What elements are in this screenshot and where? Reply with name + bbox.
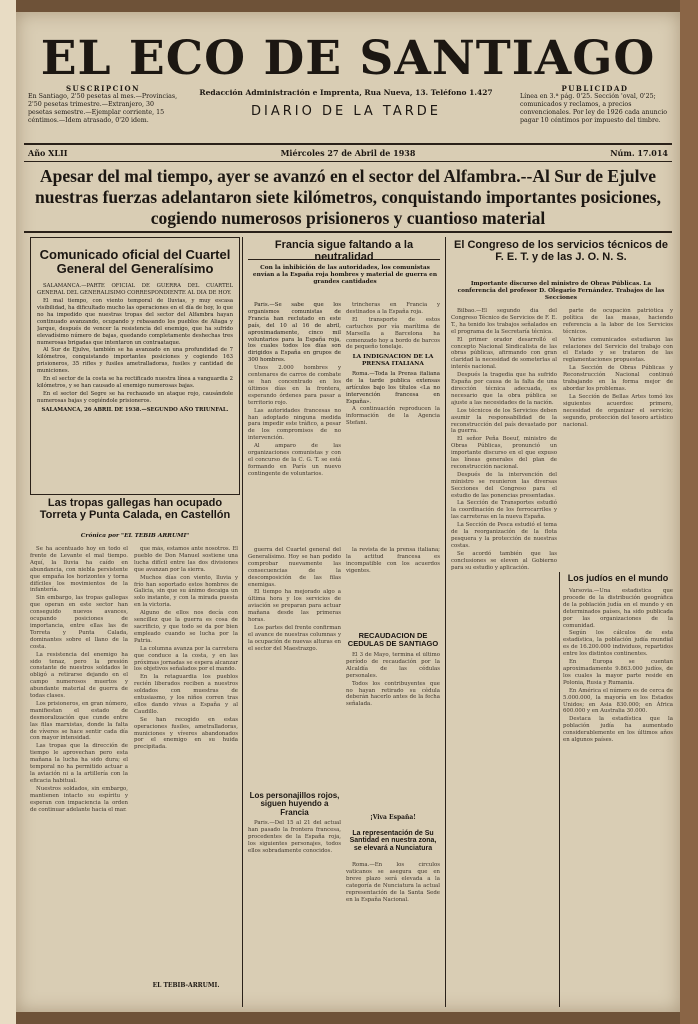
subscription-text: En Santiago, 2'50 pesetas al mes.—Provincias, 2'50 pesetas trimestre.—Extranjero, 30 pesetas semestre.—Ejemplar corriente, 15 céntimos.—Idem atrasado, 0'20 idem. [28, 93, 178, 124]
main-headline: Apesar del mal tiempo, ayer se avanzó en el sector del Alfambra.--Al Sur de Ejulve nuestras fuerzas adelantaron siete kilómetros, conquistando importantes posiciones, cogiendo numerosos prisioneros y cuantioso material [35, 166, 661, 228]
jews-body: Varsovia.—Una estadística que procede de la distribución geográfica de la población judía en el mundo y en determinados países, ha sido publicada por las organizaciones de la comunidad. Según los cálculos de esta estadística, la población judía mundial es de 16.200.000 individuos, repartidos entre los distintos continentes. En Europa se cuentan aproximadamente 9.863.000 judíos, de los cuales la mayor parte reside en Polonia, Rusia y Rumania. En América el número es de cerca de 5.000.000, la mayoría en los Estados Unidos; en Asia 830.000; en África 600.000 y en Australia 30.000. Destaca la estadística que la población judía ha aumentado considerablemente en los últimos años en algunos países. [563, 588, 673, 744]
communique-body [37, 283, 233, 415]
recaudacion-title: RECAUDACION DE CEDULAS DE SANTIAGO [347, 631, 439, 648]
nunciatura-title: La representación de Su Santidad en nuestra zona, se elevará a Nunciatura [349, 830, 437, 852]
personajillos-body: París.—Del 15 al 21 del actual han pasado la frontera francesa, procedentes de la España roja, los siguientes personajes, todos ellos sobradamente conocidos. [248, 820, 341, 854]
issue-number: Núm. 17.014 [610, 148, 668, 158]
communique-p3: Al Sur de Ejulve, también se ha avanzado en una profundidad de 7 kilómetros, conquistando importantes posiciones y cogiendo 163 prisioneros, 35 rifles y fusiles ametralladoras, fusiles y cantidad de municiones. [37, 347, 233, 375]
communique-p4: En el sector de la costa se ha rectificado nuestra línea a vanguardia 2 kilómetros, y se han causado al enemigo numerosas bajas. [37, 376, 233, 389]
binding-strip [0, 0, 16, 1024]
jews-title: Los judíos en el mundo [567, 573, 669, 583]
communique-p1: SALAMANCA.—PARTE OFICIAL DE GUERRA DEL CUARTEL GENERAL DEL GENERALISIMO CORRESPONDIENTE AL DIA DE HOY. [37, 283, 233, 297]
france-indignation: LA INDIGNACION DE LA PRENSA ITALIANA [352, 354, 434, 368]
galician-column-b: que más, estamos ante nosotros. El pueblo de Don Manuel sostiene una lucha difícil entre las dos divisiones que avanzan por la sierra. Muchos días con viento, lluvia y frío han soportado estos hombres de Galicia, sin que su ánimo decaiga un solo instante, y con la mirada puesta en la victoria. Alguno de ellos nos decía con sencillez que la guerra es cosa de sacrificio, y que todo se da por bien empleado cuando se lucha por la Patria. La columna avanza por la carretera que conduce a la costa, y en las próximas jornadas se espera alcanzar los objetivos señalados por el mando. En la retaguardia los pueblos recién liberados reciben a nuestros soldados con muestras de entusiasmo, y los niños corren tras ellos dando vivas a España y al Caudillo. Se han recogido en estas operaciones fusiles, ametralladoras, municiones y víveres abandonados por el enemigo en su huida precipitada. [134, 546, 238, 751]
galician-subtitle: Crónica por "EL TEBIB ARRUMI" [80, 533, 190, 539]
france-deck: Con la inhibición de las autoridades, los comunistas envían a la España roja hombres y material de guerra en grandes cantidades [252, 265, 438, 285]
congreso-subtitle: Importante discurso del ministro de Obras Públicas. La conferencia del profesor D. Olegario Fernández. Trabajos de las Secciones [457, 281, 665, 301]
subscription-box [28, 85, 178, 125]
headline-rule [24, 231, 672, 233]
france-rule [248, 259, 440, 260]
publicity-text: Línea en 3.ª pág. 0'25. Sección 'oval, 0'25; comunicados y reclamos, a precios convencionales. Por ley de 1926 cada anuncio pagar 10 céntimos por impuesto del timbre. [520, 93, 668, 124]
volume-edge [680, 0, 698, 1024]
issue-year: Año XLII [28, 148, 68, 158]
communique-title: Comunicado oficial del Cuartel General del Generalísimo [39, 247, 231, 276]
redaction-address: Redacción Administración e Imprenta, Rua Nueva, 13. Teléfono 1.427 [199, 88, 493, 97]
nunciatura-body: Roma.—En los círculos vaticanos se asegura que en breve plazo será elevada a la categoría de Nunciatura la actual representación de la Santa Sede en la España Nacional. [346, 862, 440, 903]
galician-column-a: Se ha acentuado hoy en todo el frente de Levante el mal tiempo. Aquí, la lluvia ha caído en abundancia, con niebla persistente que empaña los horizontes y torna difíciles los movimientos de la infantería. Sin embargo, las tropas gallegas que operan en este sector han conseguido nuevos avances, ocupando posiciones de importancia, entre ellas las de Torreta y Punta Calada, dominantes sobre el llano de la costa. La resistencia del enemigo ha sido tenaz, pero la presión constante de nuestros soldados le obligó a retirarse dejando en el campo numerosos muertos y abundante material de guerra de todas clases. Los prisioneros, en gran número, manifiestan el estado de desmoralización que cunde entre las filas marxistas, donde la falta de víveres se hace sentir cada día con mayor intensidad. Las tropas que la dirección de tiempo le aprovechan pero esta mañana la lucha ha sido dura; el temporal no ha permitido actuar a la aviación ni a la artillería con la eficacia habitual. Nuestros soldados, sin embargo, mantienen intacto su espíritu y esperan con impaciencia la orden de continuar adelante hacia el mar. [30, 546, 128, 813]
publicity-heading: PUBLICIDAD [561, 84, 629, 93]
france-lead: París.—Se sabe que los organismos comunistas de Francia han reclutado en este país, del 10 al 16 de abril, aproximadamente, cinco mil voluntarios para la España roja, los cuales todos los días son dirigidos a España en grupos de 300 hombres. [248, 302, 341, 364]
issue-date: Miércoles 27 de Abril de 1938 [280, 148, 416, 158]
galician-continuation: guerra del Cuartel general del Generalísimo. Hoy se han podido comprobar nuevamente las consecuencias de la descomposición de las filas enemigas. El tiempo ha mejorado algo a última hora y los servicios de aviación se preparan para actuar mañana desde las primeras horas. Los partes del frente confirman el avance de nuestras columnas y la ocupación de nuevas alturas en el sector del Maestrazgo. [248, 547, 341, 652]
communique-signature: SALAMANCA, 26 ABRIL DE 1938.—SEGUNDO AÑO TRIUNFAL. [41, 406, 229, 413]
subscription-heading: SUSCRIPCION [66, 84, 140, 93]
communique-p5: En el sector del Segre se ha rechazado un ataque rojo, causándole numerosas bajas y cogiéndole prisioneros. [37, 390, 233, 404]
personajillos-title: Los personajillos rojos, siguen huyendo a Francia [249, 791, 340, 817]
france-column-a: París.—Se sabe que los organismos comunistas de Francia han reclutado en este país, del 10 al 16 de abril, aproximadamente, cinco mil voluntarios para la España roja, los cuales todos los días son dirigidos a España en grupos de 300 hombres. Unos 2.000 hombres y centenares de carros de combate se han concentrado en los últimos días en la frontera, esperando órdenes para pasar a territorio rojo. Las autoridades francesas no han adoptado ninguna medida para impedir este tráfico, a pesar de los compromisos de no intervención. Al amparo de las organizaciones comunistas y con el concurso de la C. G. T. se está formando en París un nuevo contingente de voluntarios. [248, 302, 341, 477]
communique-p2: El mal tiempo, con viento temporal de lluvias, y muy escasa visibilidad, ha dificultado mucho las operaciones en el día de hoy, lo que no ha impedido que nuestras tropas del sector del Alfambra hayan continuado avanzando, ocupando y rebasando los pueblos de Aliaga y Jarque, después de vencer la resistencia del enemigo, que ha sufrido elevadísimo número de bajas, quedando completamente deshechas tres numerosas brigadas que intentaron un contraataque. [37, 298, 233, 346]
column-divider-1 [242, 237, 243, 1007]
congreso-column-a: Bilbao.—El segundo día del Congreso Técnico de Servicios de F. E. T., ha tenido los trabajos señalados en el programa de la Secretaría técnica. El primer orador desarrolló el concepto Nacional Sindicalista de las obras públicas, afirmando con gran claridad la necesidad de someterlas al interés nacional. Después la tragedia que ha sufrido España por causa de la falta de una dirección técnica adecuada, es necesario que la obra pública se ajuste a las necesidades de la nación. Los técnicos de los Servicios deben asumir la responsabilidad de la reconstrucción del país devastado por la guerra. El señor Peña Boeuf, ministro de Obras Públicas, pronunció un importante discurso en el que expuso las líneas generales del plan de reconstrucción nacional. Después de la intervención del ministro se reunieron las diversas Secciones del Congreso para el estudio de las ponencias presentadas. La Sección de Transportes estudió la coordinación de los ferrocarriles y las carreteras en la nueva España. La Sección de Pesca estudió el tema de la reorganización de la flota pesquera y la protección de nuestras costas. Se acordó también que las conclusiones se eleven al Gobierno para su estudio y aplicación. [451, 308, 557, 571]
column-divider-2 [445, 237, 446, 1007]
france-continuation: la revista de la prensa italiana; la actitud francesa es incompatible con los acuerdos vigentes. [346, 547, 440, 574]
column-divider-3 [559, 572, 560, 1007]
newspaper-page [16, 12, 680, 1012]
newspaper-title: EL ECO DE SANTIAGO [40, 31, 656, 86]
dateline [24, 143, 672, 162]
communique-box [30, 237, 240, 495]
france-title: Francia sigue faltando a la neutralidad [274, 239, 414, 263]
recaudacion-body: El 3 de Mayo, termina el último período de recaudación por la Alcaldía de las cédulas personales. Todos los contribuyentes que no hayan retirado su cédula deberán hacerlo antes de la fecha señalada. [346, 652, 440, 708]
congreso-title: El Congreso de los servicios técnicos de F. E. T. y de las J. O. N. S. [454, 239, 668, 263]
recaudacion-closing: ¡Viva España! [370, 814, 416, 821]
masthead [16, 31, 680, 86]
congreso-column-b: parte de ocupación patriótica y política de las masas, haciendo referencia a la labor de los Servicios técnicos. Varios comunicados estudiaron las relaciones del Servicio del trabajo con el Estado y se trataron de las reglamentaciones propuestas. La Sección de Obras Públicas y Reconstrucción Nacional continuó trabajando en la forma mejor de abordar los problemas. La Sección de Bellas Artes tomó los siguientes acuerdos: primero, necesidad de organizar el servicio; segundo, protección del tesoro artístico nacional. [563, 308, 673, 428]
galician-title: Las tropas gallegas han ocupado Torreta y Punta Calada, en Castellón [39, 497, 231, 521]
france-rome: Roma.—Toda la Prensa italiana de la tarde publica extensas artículos bajo los títulos «La no intervención francesa en España». [346, 370, 440, 405]
france-column-b: trincheras en Francia y destinados a la España roja. El transporte de estos cartuchos por vía marítima de Marsella a Barcelona ha comenzado hoy a bordo de barcos de pequeño tonelaje. LA INDIGNACION DE LA PRENSA ITALIANA Roma.—Toda la Prensa italiana de la tarde publica extensas artículos bajo los títulos «La no intervención francesa en España». A continuación reproducen la información de la Agencia Stefani. [346, 302, 440, 427]
publicity-box [520, 85, 670, 125]
galician-signature: EL TEBIB-ARRUMI. [152, 982, 220, 989]
newspaper-subtitle: DIARIO DE LA TARDE [251, 104, 441, 119]
